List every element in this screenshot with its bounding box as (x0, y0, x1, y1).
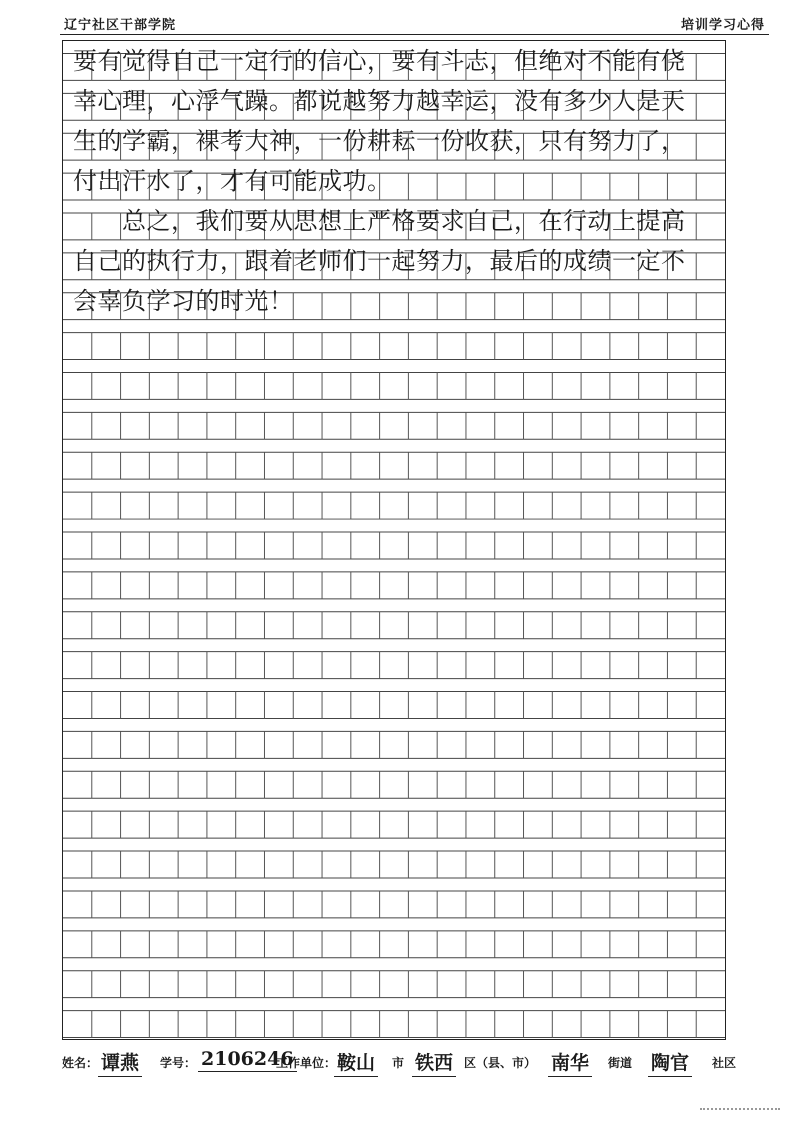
text-line: 幸心理，心浮气躁。都说越努力越幸运，没有多少人是天 (73, 87, 686, 115)
name-label: 姓名： (62, 1056, 99, 1070)
community-value: 陶官 (648, 1048, 692, 1077)
id-value: 2106246 (198, 1048, 297, 1072)
text-line: 付出汗水了，才有可能成功。 (73, 167, 392, 195)
text-line: 总之，我们要从思想上严格要求自己，在行动上提高 (73, 207, 686, 235)
city-value: 鞍山 (334, 1048, 378, 1077)
unit-label: 工作单位： (276, 1056, 337, 1070)
id-label: 学号： (160, 1056, 197, 1070)
text-line: 要有觉得自己一定行的信心，要有斗志，但绝对不能有侥 (73, 47, 686, 75)
student-info-footer (62, 1048, 782, 1076)
scan-artifact (700, 1108, 780, 1110)
district-value: 铁西 (412, 1048, 456, 1077)
district-label: 区（县、市） (464, 1056, 537, 1070)
writing-grid-sheet (62, 40, 726, 1040)
header-rule (60, 34, 769, 35)
city-label: 市 (392, 1056, 405, 1070)
name-value: 谭燕 (98, 1048, 142, 1077)
text-line: 自己的执行力，跟着老师们一起努力，最后的成绩一定不 (73, 247, 686, 275)
street-value: 南华 (548, 1048, 592, 1077)
street-label: 街道 (608, 1056, 633, 1070)
text-line: 会辜负学习的时光！ (73, 287, 294, 315)
text-line: 生的学霸，裸考大神，一份耕耘一份收获，只有努力了， (73, 127, 686, 155)
form-title: 培训学习心得 (680, 18, 765, 33)
community-label: 社区 (712, 1056, 737, 1070)
school-name: 辽宁社区干部学院 (64, 18, 177, 33)
